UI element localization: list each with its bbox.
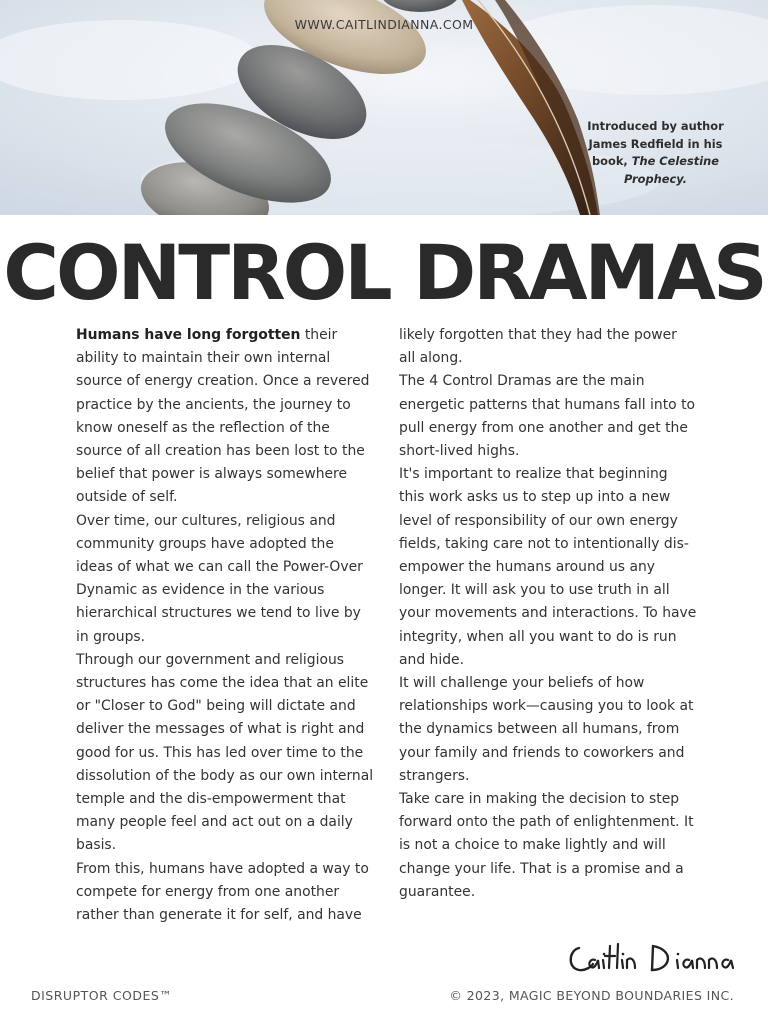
footer-brand: DISRUPTOR CODES™	[31, 988, 173, 1003]
paragraph: Over time, our cultures, religious and community groups have adopted the ideas of what we can call the Power-Over Dynamic as evidence in the various hierarchical structures we tend to live by in groups.	[76, 512, 363, 645]
paragraph: It's important to realize that beginning this work asks us to step up into a new level of responsibility of our own energy fields, taking care not to intentionally dis-empower the humans around us any longer. It will ask you to use truth in all your movements and interactions. To have integrity, when all you want to do is run and hide.	[399, 466, 697, 668]
paragraph-text: their ability to maintain their own internal source of energy creation. Once a revered practice by the ancients, the journey to know oneself as the reflection of the source of all creation has been lost to the belief that power is always somewhere outside of self.	[76, 327, 370, 506]
paragraph: Through our government and religious structures has come the idea that an elite or "Closer to God" being will dictate and deliver the messages of what is right and good for us. This has led over time to the dissolution of the body as our own internal temple and the dis-empowerment that many people feel and act out on a daily basis.	[76, 651, 374, 854]
lead-phrase: Humans have long forgotten	[76, 327, 301, 343]
body-column-right	[399, 324, 697, 904]
footer-copyright: © 2023, MAGIC BEYOND BOUNDARIES INC.	[449, 988, 734, 1003]
page-title: CONTROL DRAMAS	[3, 228, 765, 317]
paragraph	[76, 324, 374, 510]
website-url: WWW.CAITLINDIANNA.COM	[294, 17, 474, 32]
paragraph: It will challenge your beliefs of how relationships work—causing you to look at the dynamics between all humans, from your family and friends to coworkers and strangers.	[399, 675, 694, 784]
intro-book-title: The Celestine Prophecy.	[624, 154, 719, 186]
signature	[565, 934, 745, 980]
paragraph: Take care in making the decision to step forward onto the path of enlightenment. It is not a choice to make lightly and will change your life. That is a promise and a guarantee.	[399, 791, 694, 900]
body-column-left	[76, 324, 374, 927]
paragraph: The 4 Control Dramas are the main energetic patterns that humans fall into to pull energy from one another and get the short-lived highs.	[399, 373, 696, 460]
intro-note-text: Introduced by author James Redfield in his book,	[587, 119, 724, 168]
intro-note	[583, 118, 728, 188]
paragraph: likely forgotten that they had the power all along.	[399, 327, 677, 367]
paragraph: From this, humans have adopted a way to compete for energy from one another rather than generate it for self, and have	[76, 860, 369, 924]
header-image	[0, 0, 768, 215]
